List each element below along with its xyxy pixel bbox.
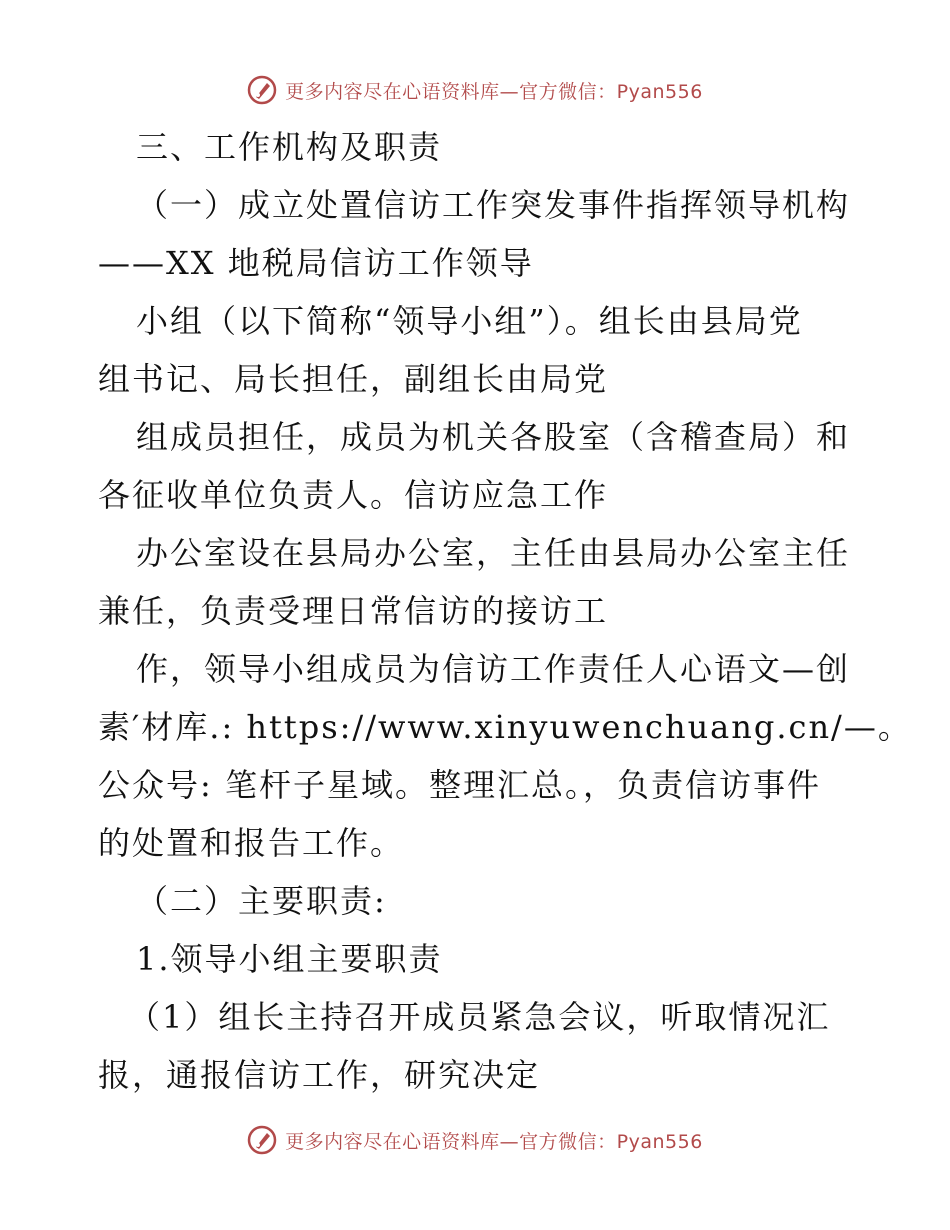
paragraph-line: 各征收单位负责人。信访应急工作	[98, 476, 609, 514]
paragraph-line: 素′材库.: https://www.xinyuwenchuang.cn/—。	[98, 708, 912, 746]
watermark-banner-bottom	[0, 1120, 950, 1160]
watermark-text: 更多内容尽在心语资料库—官方微信：Pyan556	[285, 1130, 703, 1153]
paragraph-line: ——XX 地税局信访工作领导	[98, 244, 534, 282]
watermark-text: 更多内容尽在心语资料库—官方微信：Pyan556	[285, 80, 703, 103]
paragraph-line: 作，领导小组成员为信访工作责任人心语文—创	[136, 650, 851, 688]
subsection-heading: （二）主要职责:	[136, 882, 387, 920]
paragraph-line: 组书记、局长担任，副组长由局党	[98, 360, 609, 398]
paragraph-line: 报，通报信访工作，研究决定	[98, 1056, 541, 1094]
paragraph-line: 公众号: 笔杆子星域。整理汇总。，负责信访事件	[98, 766, 821, 804]
paragraph-line: （一）成立处置信访工作突发事件指挥领导机构	[136, 186, 851, 224]
quill-pen-circle-icon	[247, 1125, 277, 1155]
paragraph-line: （1）组长主持召开成员紧急会议，听取情况汇	[128, 998, 831, 1036]
paragraph-line: 小组（以下简称“领导小组”）。组长由县局党	[136, 302, 803, 340]
paragraph-line: 的处置和报告工作。	[98, 824, 405, 862]
section-heading: 三、工作机构及职责	[136, 128, 443, 166]
document-body	[98, 118, 912, 1104]
paragraph-line: 办公室设在县局办公室，主任由县局办公室主任	[136, 534, 851, 572]
watermark-banner-top	[0, 70, 950, 110]
quill-pen-circle-icon	[247, 75, 277, 105]
paragraph-line: 组成员担任，成员为机关各股室（含稽查局）和	[136, 418, 851, 456]
paragraph-line: 兼任，负责受理日常信访的接访工	[98, 592, 609, 630]
subsection-heading: 1.领导小组主要职责	[136, 940, 443, 978]
